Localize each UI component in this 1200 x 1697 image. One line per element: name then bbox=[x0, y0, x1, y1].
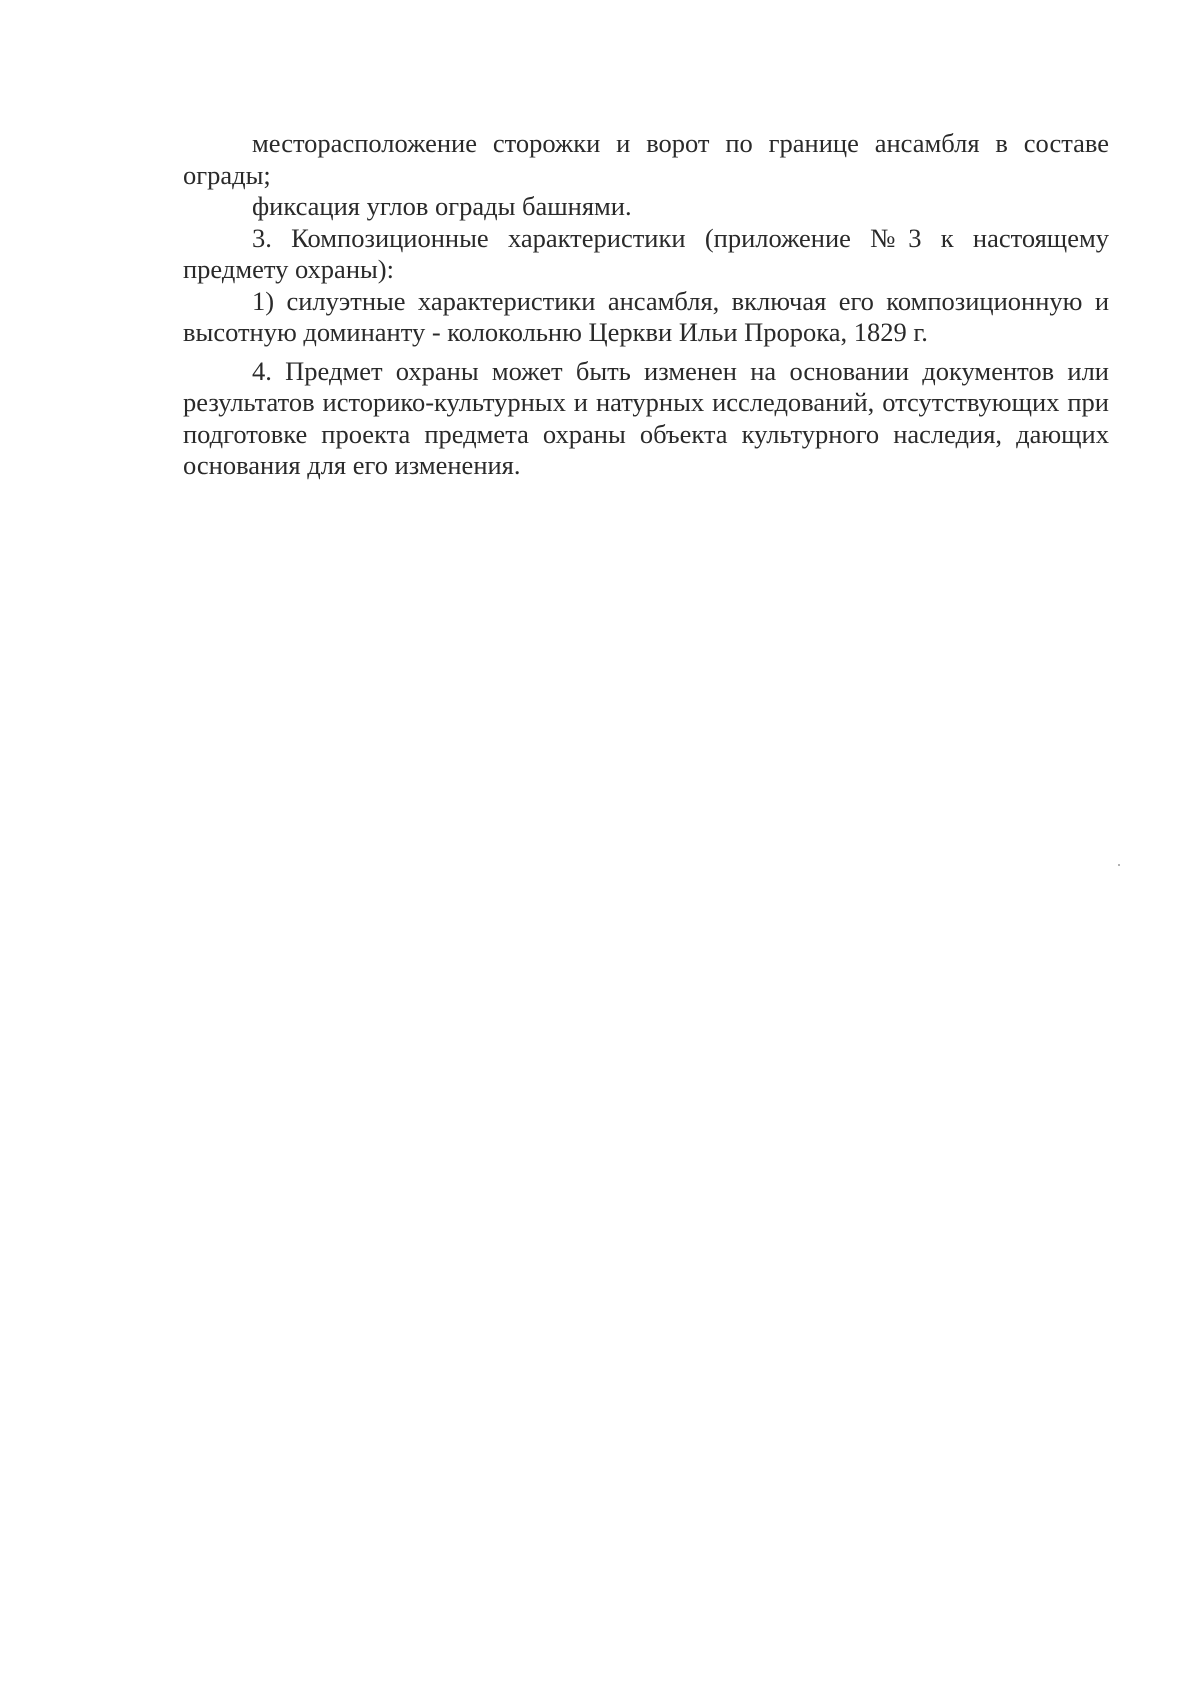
paragraph-compositional-characteristics: 3. Композиционные характеристики (приложение №3 к настоящему предмету охраны): bbox=[183, 222, 1109, 284]
paragraph-protection-subject-change: 4. Предмет охраны может быть изменен на основании документов или результатов историко-культурных и натурных исследований, отсутствующих при подготовке проекта предмета охраны объекта культурного наследия, дающих основания для его изменения. bbox=[183, 355, 1109, 480]
paragraph-fence-corners: фиксация углов ограды башнями. bbox=[252, 191, 632, 221]
scan-speck bbox=[1118, 864, 1120, 866]
document-body bbox=[183, 128, 1109, 482]
paragraph-silhouette-characteristics: 1) силуэтные характеристики ансамбля, включая его композиционную и высотную доминанту - колокольню Церкви Ильи Пророка, 1829 г. bbox=[183, 285, 1109, 347]
paragraph-gate-location: месторасположение сторожки и ворот по границе ансамбля в составе ограды; bbox=[183, 128, 1109, 190]
